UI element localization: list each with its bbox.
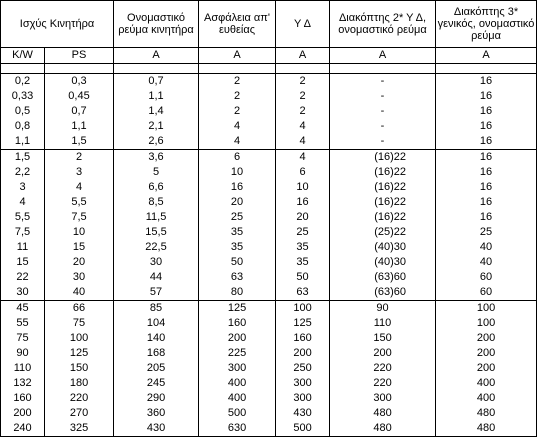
table-cell: 200 bbox=[276, 346, 330, 361]
table-cell: 60 bbox=[436, 270, 537, 285]
table-cell: 110 bbox=[1, 361, 45, 376]
header-row bbox=[1, 1, 537, 48]
table-cell: 30 bbox=[114, 255, 199, 270]
table-cell: 50 bbox=[276, 270, 330, 285]
table-row bbox=[1, 255, 537, 270]
table-cell: 220 bbox=[330, 376, 436, 391]
table-row bbox=[1, 104, 537, 119]
table-cell: 200 bbox=[199, 331, 276, 346]
table-cell: 30 bbox=[45, 270, 114, 285]
table-cell: 5,5 bbox=[1, 210, 45, 225]
table-cell: 100 bbox=[276, 301, 330, 317]
table-cell: 140 bbox=[114, 331, 199, 346]
table-cell: (16)22 bbox=[330, 165, 436, 180]
table-cell: 225 bbox=[199, 346, 276, 361]
table-cell: 16 bbox=[436, 74, 537, 90]
table-cell: 200 bbox=[436, 346, 537, 361]
table-cell: 2,2 bbox=[1, 165, 45, 180]
table-row bbox=[1, 89, 537, 104]
table-cell: 0,5 bbox=[1, 104, 45, 119]
table-cell: 400 bbox=[436, 391, 537, 406]
table-row bbox=[1, 74, 537, 90]
table-cell: - bbox=[330, 89, 436, 104]
table-cell: 4 bbox=[276, 150, 330, 166]
table-cell: 66 bbox=[45, 301, 114, 317]
units-row bbox=[1, 48, 537, 64]
table-cell: 2 bbox=[199, 104, 276, 119]
table-cell: 20 bbox=[45, 255, 114, 270]
table-cell: 150 bbox=[330, 331, 436, 346]
table-cell: 300 bbox=[276, 376, 330, 391]
table-cell: 200 bbox=[436, 361, 537, 376]
table-cell: 7,5 bbox=[45, 210, 114, 225]
table-cell: 20 bbox=[199, 195, 276, 210]
table-cell: 4 bbox=[45, 180, 114, 195]
table-row bbox=[1, 240, 537, 255]
table-cell: 4 bbox=[276, 119, 330, 134]
table-cell: 45 bbox=[1, 301, 45, 317]
table-cell: 360 bbox=[114, 406, 199, 421]
table-cell: 0,3 bbox=[45, 74, 114, 90]
table-row bbox=[1, 119, 537, 134]
table-cell: 2,6 bbox=[114, 134, 199, 150]
unit-cell: A bbox=[276, 48, 330, 64]
table-cell: 40 bbox=[436, 255, 537, 270]
table-cell: 180 bbox=[45, 376, 114, 391]
table-cell: 75 bbox=[1, 331, 45, 346]
table-cell: 125 bbox=[45, 346, 114, 361]
table-cell: 15 bbox=[1, 255, 45, 270]
table-cell: 4 bbox=[1, 195, 45, 210]
table-cell: 480 bbox=[436, 421, 537, 437]
table-cell: (40)30 bbox=[330, 240, 436, 255]
table-cell: 270 bbox=[45, 406, 114, 421]
table-cell: - bbox=[330, 119, 436, 134]
table-cell: 0,33 bbox=[1, 89, 45, 104]
table-cell: (40)30 bbox=[330, 255, 436, 270]
unit-cell: PS bbox=[45, 48, 114, 64]
table-cell: (16)22 bbox=[330, 150, 436, 166]
table-cell: 16 bbox=[436, 180, 537, 195]
table-cell: 2 bbox=[199, 74, 276, 90]
table-cell: 245 bbox=[114, 376, 199, 391]
table-cell: 25 bbox=[199, 210, 276, 225]
table-cell: 4 bbox=[199, 119, 276, 134]
table-cell: 63 bbox=[199, 270, 276, 285]
table-cell: 16 bbox=[436, 119, 537, 134]
table-cell: 300 bbox=[276, 391, 330, 406]
table-cell: 3,6 bbox=[114, 150, 199, 166]
table-cell: 125 bbox=[276, 316, 330, 331]
table-row bbox=[1, 391, 537, 406]
table-cell: 1,5 bbox=[45, 134, 114, 150]
header-motor-power: Ισχύς Κινητήρα bbox=[1, 1, 114, 48]
table-cell: 11,5 bbox=[114, 210, 199, 225]
table-cell: 15 bbox=[45, 240, 114, 255]
table-cell: 2,1 bbox=[114, 119, 199, 134]
table-cell: 300 bbox=[330, 391, 436, 406]
table-cell: 57 bbox=[114, 285, 199, 301]
table-cell: 100 bbox=[436, 301, 537, 317]
table-cell: 55 bbox=[1, 316, 45, 331]
table-cell: 500 bbox=[276, 421, 330, 437]
table-cell: 480 bbox=[436, 406, 537, 421]
table-cell: 100 bbox=[436, 316, 537, 331]
table-cell: 132 bbox=[1, 376, 45, 391]
table-cell: 35 bbox=[276, 255, 330, 270]
table-row bbox=[1, 180, 537, 195]
table-cell: 2 bbox=[45, 150, 114, 166]
table-cell: 200 bbox=[330, 346, 436, 361]
table-cell: 0,8 bbox=[1, 119, 45, 134]
table-cell: 16 bbox=[199, 180, 276, 195]
table-cell: 160 bbox=[1, 391, 45, 406]
table-cell: 3 bbox=[1, 180, 45, 195]
table-cell: 2 bbox=[276, 89, 330, 104]
table-cell: 16 bbox=[436, 165, 537, 180]
table-row bbox=[1, 361, 537, 376]
table-row bbox=[1, 421, 537, 437]
table-cell: 25 bbox=[436, 225, 537, 240]
table-cell: 50 bbox=[199, 255, 276, 270]
table-cell: 430 bbox=[114, 421, 199, 437]
table-cell: 11 bbox=[1, 240, 45, 255]
table-cell: 10 bbox=[45, 225, 114, 240]
table-cell: 500 bbox=[199, 406, 276, 421]
table-cell: 35 bbox=[276, 240, 330, 255]
table-cell: (63)60 bbox=[330, 270, 436, 285]
header-switch-2: Διακόπτης 2* Υ Δ, ονομαστικό ρεύμα bbox=[330, 1, 436, 48]
table-cell: 104 bbox=[114, 316, 199, 331]
table-cell: 5,5 bbox=[45, 195, 114, 210]
table-cell: 6 bbox=[199, 150, 276, 166]
unit-cell: A bbox=[330, 48, 436, 64]
table-cell: 220 bbox=[330, 361, 436, 376]
table-cell: 0,2 bbox=[1, 74, 45, 90]
table-row bbox=[1, 165, 537, 180]
table-cell: 1,4 bbox=[114, 104, 199, 119]
table-cell: 300 bbox=[199, 361, 276, 376]
table-cell: 168 bbox=[114, 346, 199, 361]
table-cell: 2 bbox=[199, 89, 276, 104]
table-cell: 15,5 bbox=[114, 225, 199, 240]
table-cell: 6,6 bbox=[114, 180, 199, 195]
table-cell: 110 bbox=[330, 316, 436, 331]
table-cell: 85 bbox=[114, 301, 199, 317]
table-cell: 400 bbox=[436, 376, 537, 391]
table-cell: (63)60 bbox=[330, 285, 436, 301]
table-row bbox=[1, 210, 537, 225]
table-cell: 0,7 bbox=[45, 104, 114, 119]
table-cell: 16 bbox=[436, 150, 537, 166]
table-cell: (16)22 bbox=[330, 180, 436, 195]
table-cell: 60 bbox=[436, 285, 537, 301]
table-cell: (16)22 bbox=[330, 195, 436, 210]
header-direct-fuse: Ασφάλεια απ' ευθείας bbox=[199, 1, 276, 48]
table-cell: 200 bbox=[1, 406, 45, 421]
table-cell: 480 bbox=[330, 406, 436, 421]
table-cell: 10 bbox=[199, 165, 276, 180]
table-cell: 6 bbox=[276, 165, 330, 180]
table-row bbox=[1, 225, 537, 240]
table-row bbox=[1, 301, 537, 317]
table-cell: 4 bbox=[276, 134, 330, 150]
table-row bbox=[1, 195, 537, 210]
table-cell: 240 bbox=[1, 421, 45, 437]
table-cell: 630 bbox=[199, 421, 276, 437]
table-cell: 400 bbox=[199, 376, 276, 391]
table-cell: 16 bbox=[436, 89, 537, 104]
table-body bbox=[1, 74, 537, 437]
table-cell: 1,1 bbox=[45, 119, 114, 134]
table-cell: 160 bbox=[276, 331, 330, 346]
table-cell: 90 bbox=[330, 301, 436, 317]
table-cell: 150 bbox=[45, 361, 114, 376]
table-cell: 250 bbox=[276, 361, 330, 376]
table-cell: 75 bbox=[45, 316, 114, 331]
table-cell: 22,5 bbox=[114, 240, 199, 255]
table-cell: 480 bbox=[330, 421, 436, 437]
table-row bbox=[1, 285, 537, 301]
header-star-delta: Υ Δ bbox=[276, 1, 330, 48]
table-row bbox=[1, 134, 537, 150]
table-cell: 40 bbox=[436, 240, 537, 255]
table-cell: (25)22 bbox=[330, 225, 436, 240]
table-cell: - bbox=[330, 134, 436, 150]
table-cell: 35 bbox=[199, 240, 276, 255]
table-cell: 16 bbox=[436, 104, 537, 119]
table-cell: 2 bbox=[276, 74, 330, 90]
table-cell: 160 bbox=[199, 316, 276, 331]
table-row bbox=[1, 316, 537, 331]
table-cell: 4 bbox=[199, 134, 276, 150]
table-cell: - bbox=[330, 104, 436, 119]
table-cell: 25 bbox=[276, 225, 330, 240]
table-cell: 0,45 bbox=[45, 89, 114, 104]
unit-cell: A bbox=[114, 48, 199, 64]
table-cell: 22 bbox=[1, 270, 45, 285]
table-cell: 400 bbox=[199, 391, 276, 406]
table-cell: 90 bbox=[1, 346, 45, 361]
unit-cell: A bbox=[199, 48, 276, 64]
table-cell: 1,5 bbox=[1, 150, 45, 166]
table-cell: 35 bbox=[199, 225, 276, 240]
table-cell: 1,1 bbox=[114, 89, 199, 104]
table-cell: 2 bbox=[276, 104, 330, 119]
spacer-row bbox=[1, 64, 537, 74]
table-row bbox=[1, 270, 537, 285]
table-cell: 125 bbox=[199, 301, 276, 317]
table-cell: 10 bbox=[276, 180, 330, 195]
table-cell: 44 bbox=[114, 270, 199, 285]
table-cell: 30 bbox=[1, 285, 45, 301]
table-cell: (16)22 bbox=[330, 210, 436, 225]
unit-cell: A bbox=[436, 48, 537, 64]
table-cell: 8,5 bbox=[114, 195, 199, 210]
header-switch-3: Διακόπτης 3* γενικός, ονομαστικό ρεύμα bbox=[436, 1, 537, 48]
table-cell: 200 bbox=[436, 331, 537, 346]
table-cell: 40 bbox=[45, 285, 114, 301]
table-row bbox=[1, 331, 537, 346]
table-cell: 63 bbox=[276, 285, 330, 301]
table-row bbox=[1, 150, 537, 166]
table-cell: 430 bbox=[276, 406, 330, 421]
table-cell: 80 bbox=[199, 285, 276, 301]
table-cell: 205 bbox=[114, 361, 199, 376]
table-cell: 220 bbox=[45, 391, 114, 406]
table-cell: 5 bbox=[114, 165, 199, 180]
table-cell: 16 bbox=[436, 134, 537, 150]
table-cell: 7,5 bbox=[1, 225, 45, 240]
table-cell: 16 bbox=[276, 195, 330, 210]
table-cell: 16 bbox=[436, 195, 537, 210]
table-cell: 100 bbox=[45, 331, 114, 346]
table-cell: 325 bbox=[45, 421, 114, 437]
table-cell: 290 bbox=[114, 391, 199, 406]
table-cell: 0,7 bbox=[114, 74, 199, 90]
table-cell: 1,1 bbox=[1, 134, 45, 150]
table-cell: 3 bbox=[45, 165, 114, 180]
table-cell: 16 bbox=[436, 210, 537, 225]
table-cell: - bbox=[330, 74, 436, 90]
header-nominal-current: Ονομαστικό ρεύμα κινητήρα bbox=[114, 1, 199, 48]
table-row bbox=[1, 376, 537, 391]
unit-cell: K/W bbox=[1, 48, 45, 64]
table-row bbox=[1, 346, 537, 361]
table-cell: 20 bbox=[276, 210, 330, 225]
